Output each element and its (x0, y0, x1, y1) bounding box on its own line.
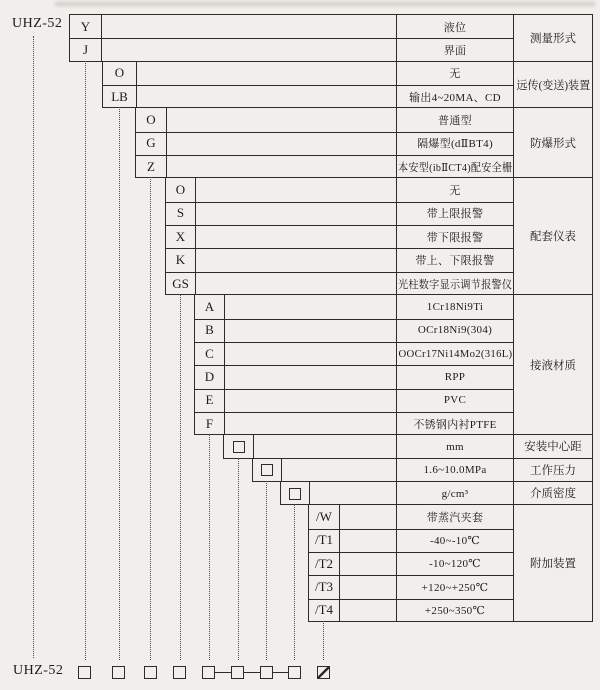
category-cell (513, 107, 593, 178)
placeholder-box-icon (233, 441, 245, 453)
code-column-divider (253, 435, 254, 457)
category-text: 测量形式 (530, 32, 576, 45)
description-cell (396, 202, 514, 225)
description-text: 无 (449, 185, 461, 198)
code-cell: X (175, 228, 186, 244)
code-cell: D (204, 368, 215, 384)
description-cell (396, 552, 514, 575)
code-cell: Y (80, 18, 91, 34)
category-cell (513, 61, 593, 109)
description-cell (396, 482, 514, 505)
code-column-divider (309, 482, 310, 504)
code-cell: F (205, 415, 214, 431)
description-text: +250~350℃ (424, 604, 486, 617)
code-cell: O (146, 112, 156, 128)
code-cell: LB (111, 88, 128, 104)
category-text: 配套仪表 (530, 231, 576, 244)
selection-block-6 (223, 434, 514, 458)
description-text: RPP (444, 370, 466, 383)
description-cell (396, 389, 514, 412)
description-cell (396, 459, 514, 482)
connector-dotted-line (323, 621, 324, 660)
description-text: OCr18Ni9(304) (417, 324, 493, 337)
description-text: PVC (443, 394, 467, 407)
box-connector-line (215, 672, 231, 673)
description-cell (396, 15, 514, 38)
code-cell: E (205, 392, 214, 408)
description-cell (396, 108, 514, 131)
description-cell (396, 85, 514, 108)
connector-dotted-line-model (33, 36, 34, 658)
code-cell: C (205, 345, 214, 361)
code-column-divider (281, 459, 282, 481)
category-cell (513, 294, 593, 435)
code-placeholder-box (78, 666, 91, 679)
description-cell (396, 62, 514, 85)
code-column-divider (339, 505, 340, 621)
description-cell (396, 365, 514, 388)
connector-dotted-line (266, 481, 267, 660)
description-text: 普通型 (438, 115, 472, 128)
description-text: 无 (449, 68, 461, 81)
description-text: 界面 (443, 45, 467, 58)
selection-block-4 (165, 177, 514, 295)
code-placeholder-box (173, 666, 186, 679)
description-cell (396, 248, 514, 271)
description-text: 输出4~20MA、CD (409, 91, 501, 104)
description-text: 带蒸汽夹套 (426, 512, 484, 525)
connector-dotted-line (180, 294, 181, 660)
description-text: 光柱数字显示调节报警仪 (397, 278, 513, 291)
code-cell: B (205, 322, 214, 338)
description-cell (396, 295, 514, 318)
selection-block-3 (135, 107, 514, 178)
category-cell (513, 481, 593, 505)
selection-block-5 (194, 294, 514, 435)
category-cell (513, 504, 593, 622)
category-cell (513, 458, 593, 482)
code-placeholder-box (202, 666, 215, 679)
category-cell (513, 14, 593, 62)
description-cell (396, 38, 514, 61)
description-cell (396, 178, 514, 201)
code-cell (224, 435, 253, 458)
description-text: 液位 (443, 21, 467, 34)
category-text: 远传(变送)装置 (516, 79, 590, 92)
description-text: mm (446, 440, 464, 453)
code-cell: /T1 (314, 532, 334, 548)
description-cell (396, 435, 514, 458)
selection-block-7 (252, 458, 514, 482)
selection-block-2 (102, 61, 514, 109)
description-cell (396, 529, 514, 552)
code-cell: K (175, 252, 186, 268)
code-placeholder-box (260, 666, 273, 679)
category-text: 接液材质 (530, 359, 576, 372)
placeholder-box-icon (289, 488, 301, 500)
description-text: 1.6~10.0MPa (423, 464, 487, 477)
code-placeholder-box (231, 666, 244, 679)
connector-dotted-line (119, 107, 120, 660)
description-text: 1Cr18Ni9Ti (426, 300, 484, 313)
selection-block-9 (308, 504, 514, 622)
category-cell (513, 177, 593, 295)
description-cell (396, 412, 514, 435)
placeholder-box-icon (261, 464, 273, 476)
description-cell (396, 599, 514, 622)
selection-block-8 (280, 481, 514, 505)
code-cell: O (114, 65, 125, 81)
description-cell (396, 155, 514, 178)
description-text: -40~-10℃ (430, 534, 480, 547)
category-text: 介质密度 (530, 488, 576, 501)
description-text: +120~+250℃ (421, 581, 489, 594)
code-cell: /T2 (314, 555, 334, 571)
category-text: 防爆形式 (530, 137, 576, 150)
code-cell (253, 459, 281, 482)
category-text: 工作压力 (530, 464, 576, 477)
category-text: 安装中心距 (524, 441, 582, 454)
description-cell (396, 132, 514, 155)
description-cell (396, 575, 514, 598)
code-cell (281, 482, 309, 505)
code-cell: GS (172, 275, 189, 291)
description-text: 带上、下限报警 (415, 255, 495, 268)
connector-dotted-line (294, 504, 295, 660)
description-text: OOCr17Ni14Mo2(316L) (398, 347, 512, 360)
description-cell (396, 342, 514, 365)
connector-dotted-line (85, 61, 86, 660)
code-cell: /T3 (314, 579, 334, 595)
scan-artifact (55, 2, 595, 6)
description-cell (396, 319, 514, 342)
code-column-divider (195, 178, 196, 294)
description-text: 不锈钢内衬PTFE (413, 418, 497, 431)
code-cell: /W (316, 509, 332, 525)
code-placeholder-box (288, 666, 301, 679)
code-cell: O (175, 182, 186, 198)
model-label-bottom: UHZ-52 (13, 663, 64, 678)
code-column-divider (166, 108, 167, 177)
model-label-top: UHZ-52 (12, 16, 63, 31)
code-cell: S (176, 205, 185, 221)
connector-dotted-line (209, 434, 210, 660)
category-text: 附加装置 (530, 558, 576, 571)
code-cell: /T4 (314, 602, 334, 618)
description-text: 带上限报警 (426, 208, 484, 221)
description-text: g/cm³ (441, 487, 469, 500)
category-cell (513, 434, 593, 458)
box-connector-line (244, 672, 260, 673)
code-cell: G (146, 135, 156, 151)
code-cell: Z (147, 158, 155, 174)
code-placeholder-box (112, 666, 125, 679)
description-text: 带下限报警 (426, 231, 484, 244)
description-cell (396, 272, 514, 295)
connector-dotted-line (150, 177, 151, 660)
code-placeholder-box-slash (317, 666, 330, 679)
selection-block-1 (69, 14, 514, 62)
connector-dotted-line (238, 458, 239, 660)
box-connector-line (273, 672, 288, 673)
code-placeholder-box (144, 666, 157, 679)
code-cell: A (204, 298, 215, 314)
code-cell: J (82, 42, 89, 58)
description-cell (396, 225, 514, 248)
description-cell (396, 505, 514, 528)
description-text: 本安型(ibⅡCT4)配安全栅 (397, 161, 513, 174)
description-text: 隔爆型(dⅡBT4) (417, 138, 493, 151)
description-text: -10~120℃ (429, 558, 481, 571)
